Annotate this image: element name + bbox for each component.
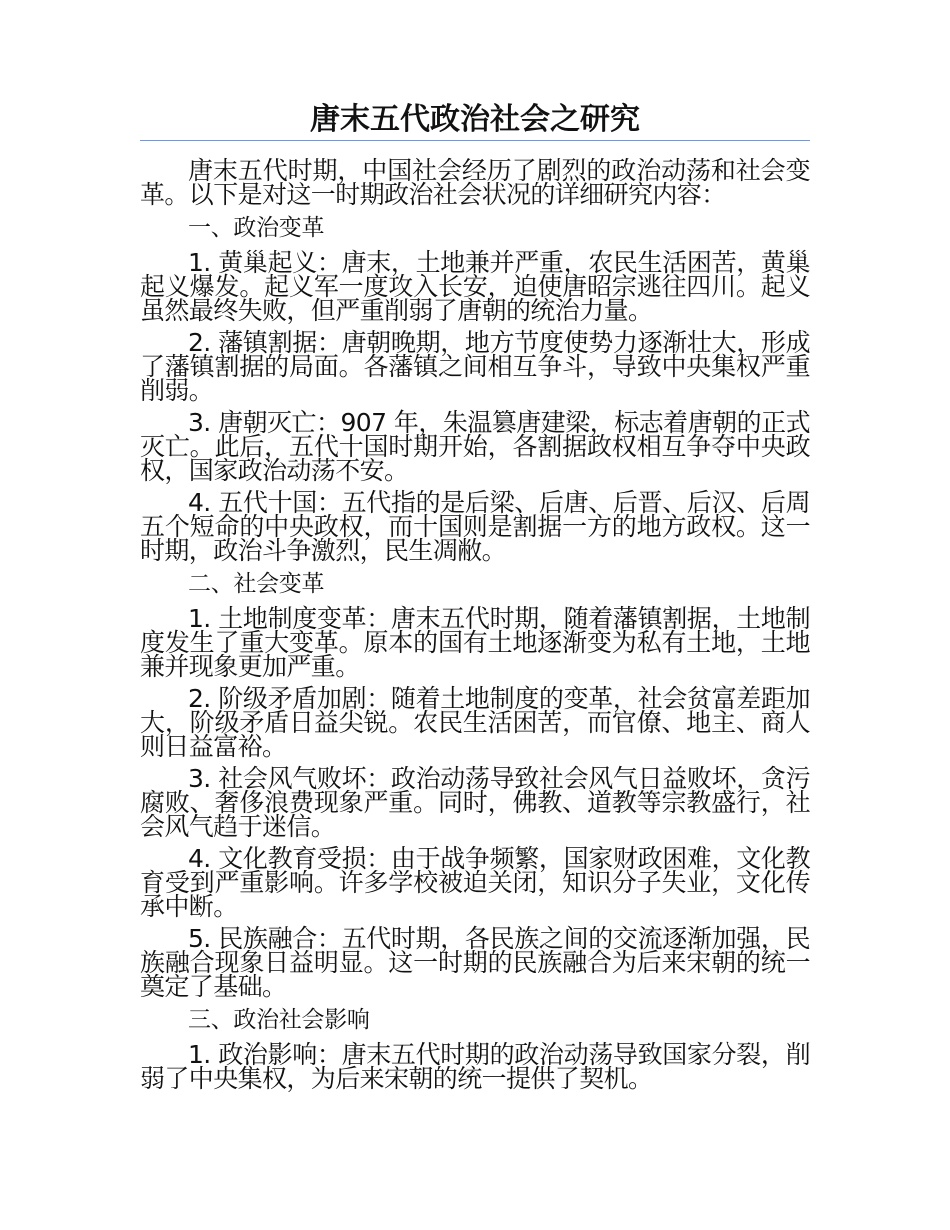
list-item: 2. 阶级矛盾加剧：随着土地制度的变革，社会贫富差距加大，阶级矛盾日益尖锐。农民生活困苦，而官僚、地主、商人则日益富裕。 xyxy=(140,684,810,761)
document-page xyxy=(140,100,810,1099)
document-title: 唐末五代政治社会之研究 xyxy=(310,102,640,137)
list-item: 4. 五代十国：五代指的是后梁、后唐、后晋、后汉、后周五个短命的中央政权，而十国则是割据一方的地方政权。这一时期，政治斗争激烈，民生凋敝。 xyxy=(140,488,810,565)
list-item: 1. 土地制度变革：唐末五代时期，随着藩镇割据，土地制度发生了重大变革。原本的国有土地逐渐变为私有土地，土地兼并现象更加严重。 xyxy=(140,604,810,681)
intro-paragraph: 唐末五代时期，中国社会经历了剧烈的政治动荡和社会变革。以下是对这一时期政治社会状况的详细研究内容： xyxy=(140,156,810,209)
list-item: 1. 黄巢起义：唐末，土地兼并严重，农民生活困苦，黄巢起义爆发。起义军一度攻入长安，迫使唐昭宗逃往四川。起义虽然最终失败，但严重削弱了唐朝的统治力量。 xyxy=(140,248,810,325)
list-item: 3. 唐朝灭亡：907 年，朱温篡唐建梁，标志着唐朝的正式灭亡。此后，五代十国时期开始，各割据政权相互争夺中央政权，国家政治动荡不安。 xyxy=(140,408,810,485)
title-underline xyxy=(140,140,810,141)
section-heading-social-change: 二、社会变革 xyxy=(188,571,325,597)
list-item: 4. 文化教育受损：由于战争频繁，国家财政困难，文化教育受到严重影响。许多学校被迫关闭，知识分子失业，文化传承中断。 xyxy=(140,844,810,921)
list-item: 5. 民族融合：五代时期，各民族之间的交流逐渐加强，民族融合现象日益明显。这一时期的民族融合为后来宋朝的统一奠定了基础。 xyxy=(140,924,810,1001)
section-heading-political-social-impact: 三、政治社会影响 xyxy=(188,1007,370,1033)
list-item: 1. 政治影响：唐末五代时期的政治动荡导致国家分裂，削弱了中央集权，为后来宋朝的统一提供了契机。 xyxy=(140,1040,810,1093)
section-heading-political-change: 一、政治变革 xyxy=(188,215,325,241)
list-item: 2. 藩镇割据：唐朝晚期，地方节度使势力逐渐壮大，形成了藩镇割据的局面。各藩镇之间相互争斗，导致中央集权严重削弱。 xyxy=(140,328,810,405)
list-item: 3. 社会风气败坏：政治动荡导致社会风气日益败坏，贪污腐败、奢侈浪费现象严重。同时，佛教、道教等宗教盛行，社会风气趋于迷信。 xyxy=(140,764,810,841)
